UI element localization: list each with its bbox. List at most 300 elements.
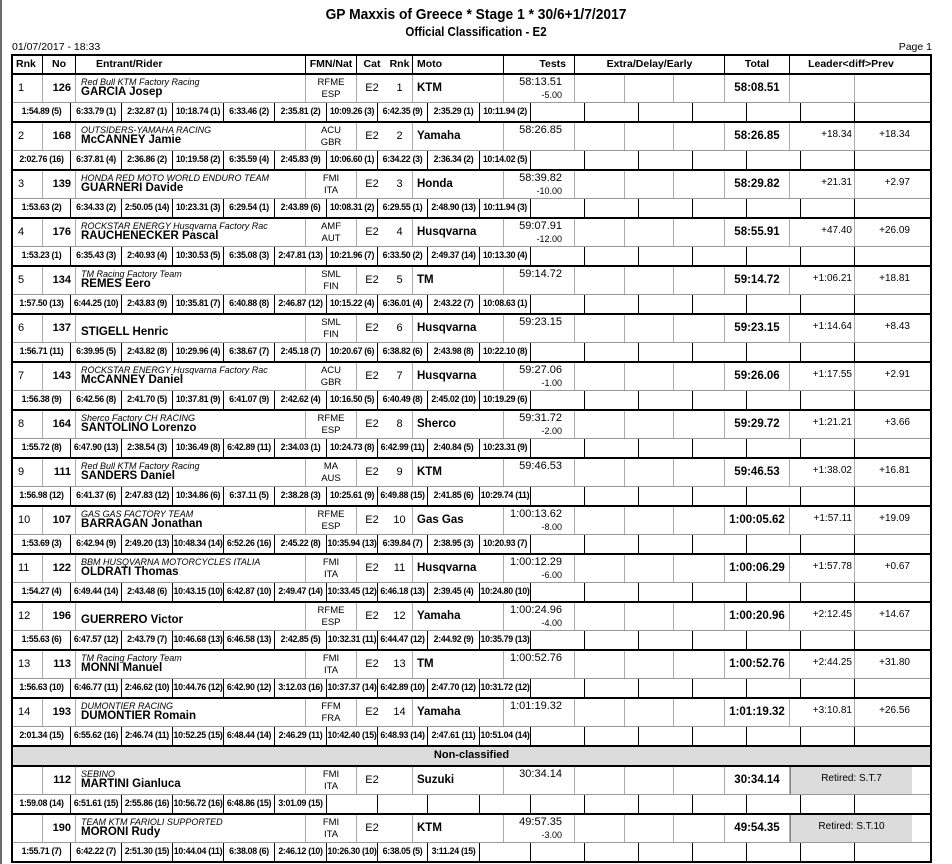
special-test-times bbox=[13, 391, 930, 409]
col-fmn-nat: FMN/Nat bbox=[306, 56, 357, 73]
extra-cell bbox=[575, 75, 625, 102]
table-row bbox=[13, 699, 930, 747]
classification-table bbox=[11, 54, 932, 863]
tests-adjustment: -2.00 bbox=[541, 426, 562, 436]
table-row bbox=[13, 507, 930, 555]
split-time: 2:43.83 (9) bbox=[122, 295, 173, 313]
tests-cell bbox=[504, 459, 575, 486]
total-time: 59:46.53 bbox=[725, 459, 790, 486]
table-row bbox=[13, 459, 930, 507]
motorcycle: Suzuki bbox=[413, 767, 504, 794]
delay-cell bbox=[625, 411, 674, 438]
split-time: 6:38.08 (6) bbox=[224, 843, 275, 861]
motorcycle: Gas Gas bbox=[413, 507, 504, 534]
split-time bbox=[531, 439, 585, 457]
federation: FMI bbox=[322, 557, 340, 568]
nationality: ITA bbox=[323, 829, 339, 840]
split-time bbox=[428, 795, 480, 813]
split-time bbox=[531, 795, 585, 813]
team-name: GAS GAS FACTORY TEAM bbox=[81, 509, 194, 519]
motorcycle: Yamaha bbox=[413, 699, 504, 726]
special-test-times bbox=[13, 247, 930, 265]
split-time: 6:46.58 (13) bbox=[224, 631, 275, 649]
gap-previous: +31.80 bbox=[879, 657, 910, 668]
gap-previous: +2.97 bbox=[884, 177, 910, 188]
table-row bbox=[13, 171, 930, 219]
split-time bbox=[693, 535, 747, 553]
table-row bbox=[13, 75, 930, 123]
split-time bbox=[327, 795, 378, 813]
rank bbox=[13, 767, 43, 794]
split-time: 10:44.04 (11) bbox=[173, 843, 224, 861]
split-time bbox=[747, 439, 801, 457]
bib-number: 134 bbox=[43, 267, 76, 294]
table-row bbox=[13, 651, 930, 699]
split-time: 6:49.44 (14) bbox=[71, 583, 122, 601]
split-time: 2:43.82 (8) bbox=[122, 343, 173, 361]
split-time bbox=[801, 295, 855, 313]
split-time bbox=[693, 439, 747, 457]
split-time: 6:35.08 (3) bbox=[224, 247, 275, 265]
split-time: 3:01.09 (15) bbox=[275, 795, 327, 813]
rank: 1 bbox=[13, 75, 43, 102]
split-time bbox=[639, 343, 693, 361]
special-test-times bbox=[13, 679, 930, 697]
bib-number: 111 bbox=[43, 459, 76, 486]
tests-time: 58:13.51 bbox=[519, 76, 562, 88]
split-time: 6:39.84 (7) bbox=[378, 535, 428, 553]
split-time bbox=[855, 295, 908, 313]
split-time: 6:37.81 (4) bbox=[71, 151, 122, 169]
split-time bbox=[801, 583, 855, 601]
gap-previous: +18.81 bbox=[879, 273, 910, 284]
split-time: 10:56.72 (16) bbox=[173, 795, 224, 813]
split-time bbox=[585, 391, 639, 409]
category: E2 bbox=[365, 706, 379, 718]
split-time bbox=[480, 843, 531, 861]
split-time: 6:47.90 (13) bbox=[71, 439, 122, 457]
split-time: 3:12.03 (16) bbox=[275, 679, 327, 697]
split-time: 10:34.86 (6) bbox=[173, 487, 224, 505]
bib-number: 137 bbox=[43, 315, 76, 342]
split-time bbox=[480, 795, 531, 813]
total-time: 59:23.15 bbox=[725, 315, 790, 342]
category: E2 bbox=[365, 418, 379, 430]
split-time bbox=[639, 295, 693, 313]
split-time: 6:33.79 (1) bbox=[71, 103, 122, 121]
extra-cell bbox=[575, 123, 625, 150]
split-time: 1:53.63 (2) bbox=[13, 199, 71, 217]
fmn-nat-cell bbox=[306, 171, 357, 198]
tests-cell bbox=[504, 815, 575, 842]
federation: RFME bbox=[317, 413, 345, 424]
tests-time: 59:07.91 bbox=[519, 220, 562, 232]
table-header bbox=[13, 56, 930, 75]
fmn-nat-cell bbox=[306, 219, 357, 246]
split-time bbox=[855, 439, 908, 457]
split-time: 1:54.27 (4) bbox=[13, 583, 71, 601]
rider-main-line bbox=[13, 171, 930, 199]
tests-cell bbox=[504, 267, 575, 294]
split-time bbox=[585, 487, 639, 505]
motorcycle: Husqvarna bbox=[413, 363, 504, 390]
rider-main-line bbox=[13, 315, 930, 343]
extra-cell bbox=[575, 315, 625, 342]
federation: FMI bbox=[322, 769, 340, 780]
rider-name: SANDERS Daniel bbox=[81, 470, 175, 482]
gap-previous: +26.09 bbox=[879, 225, 910, 236]
split-time bbox=[693, 199, 747, 217]
split-time: 10:20.67 (6) bbox=[327, 343, 378, 361]
split-time bbox=[531, 727, 585, 745]
delay-cell bbox=[625, 219, 674, 246]
split-time: 10:11.94 (3) bbox=[480, 199, 531, 217]
entrant-cell bbox=[76, 459, 306, 486]
rider-name: MONNI Manuel bbox=[81, 662, 163, 674]
split-time: 2:41.85 (6) bbox=[428, 487, 480, 505]
split-time bbox=[693, 151, 747, 169]
split-time bbox=[639, 631, 693, 649]
col-cat: Cat bbox=[363, 58, 381, 70]
split-time bbox=[747, 151, 801, 169]
entrant-cell bbox=[76, 171, 306, 198]
gap-previous: +14.67 bbox=[879, 609, 910, 620]
delay-cell bbox=[625, 699, 674, 726]
split-time: 6:55.62 (16) bbox=[71, 727, 122, 745]
entrant-cell bbox=[76, 815, 306, 842]
split-time bbox=[801, 679, 855, 697]
fmn-nat-cell bbox=[306, 603, 357, 630]
rider-main-line bbox=[13, 603, 930, 631]
motorcycle: Honda bbox=[413, 171, 504, 198]
split-time bbox=[855, 679, 908, 697]
split-time bbox=[639, 151, 693, 169]
split-time bbox=[855, 391, 908, 409]
category-rank: 6 bbox=[387, 315, 413, 342]
extra-cell bbox=[575, 267, 625, 294]
delay-cell bbox=[625, 267, 674, 294]
split-time: 2:51.30 (15) bbox=[122, 843, 173, 861]
rider-main-line bbox=[13, 507, 930, 535]
split-time bbox=[801, 391, 855, 409]
split-time: 1:56.38 (9) bbox=[13, 391, 71, 409]
delay-cell bbox=[625, 75, 674, 102]
split-time bbox=[747, 103, 801, 121]
split-time: 6:47.57 (12) bbox=[71, 631, 122, 649]
split-time bbox=[639, 583, 693, 601]
tests-time: 30:34.14 bbox=[519, 768, 562, 780]
special-test-times bbox=[13, 843, 930, 861]
category: E2 bbox=[365, 226, 379, 238]
split-time bbox=[378, 795, 428, 813]
classified-rows bbox=[13, 75, 930, 747]
split-time: 6:29.54 (1) bbox=[224, 199, 275, 217]
rank: 11 bbox=[13, 555, 43, 582]
tests-cell bbox=[504, 75, 575, 102]
page-left-border bbox=[0, 0, 2, 864]
split-time bbox=[693, 343, 747, 361]
special-test-times bbox=[13, 583, 930, 601]
split-time: 10:20.93 (7) bbox=[480, 535, 531, 553]
col-tests: Tests bbox=[504, 56, 575, 73]
split-time: 6:38.82 (6) bbox=[378, 343, 428, 361]
split-time: 2:46.87 (12) bbox=[275, 295, 327, 313]
split-time: 2:36.86 (2) bbox=[122, 151, 173, 169]
split-time bbox=[855, 535, 908, 553]
split-time bbox=[531, 343, 585, 361]
split-time: 2:39.45 (4) bbox=[428, 583, 480, 601]
gap-leader: +1:17.55 bbox=[790, 363, 855, 390]
bib-number: 112 bbox=[43, 767, 76, 794]
split-time bbox=[585, 679, 639, 697]
rank: 5 bbox=[13, 267, 43, 294]
split-time bbox=[639, 103, 693, 121]
split-time: 10:32.31 (11) bbox=[327, 631, 378, 649]
tests-adjustment: -10.00 bbox=[536, 186, 562, 196]
category: E2 bbox=[365, 610, 379, 622]
table-row bbox=[13, 603, 930, 651]
split-time: 1:55.63 (6) bbox=[13, 631, 71, 649]
split-time: 10:14.02 (5) bbox=[480, 151, 531, 169]
split-time: 6:46.18 (13) bbox=[378, 583, 428, 601]
total-time: 30:34.14 bbox=[725, 767, 790, 794]
split-time: 1:57.50 (13) bbox=[13, 295, 71, 313]
delay-cell bbox=[625, 363, 674, 390]
gap-leader bbox=[790, 75, 855, 102]
split-time: 6:34.22 (3) bbox=[378, 151, 428, 169]
early-cell bbox=[674, 75, 725, 102]
rider-name: STIGELL Henric bbox=[81, 326, 169, 338]
fmn-nat-cell bbox=[306, 507, 357, 534]
early-cell bbox=[674, 267, 725, 294]
rider-name: GUARNERI Davide bbox=[81, 182, 184, 194]
delay-cell bbox=[625, 815, 674, 842]
tests-adjustment: -1.00 bbox=[541, 378, 562, 388]
split-time: 6:40.49 (8) bbox=[378, 391, 428, 409]
split-time: 10:37.37 (14) bbox=[327, 679, 378, 697]
nationality: ITA bbox=[323, 665, 339, 676]
tests-time: 1:00:12.29 bbox=[510, 556, 562, 568]
special-test-times bbox=[13, 631, 930, 649]
tests-cell bbox=[504, 171, 575, 198]
rider-name: BARRAGAN Jonathan bbox=[81, 518, 203, 530]
col-cat-rnk: Rnk bbox=[387, 56, 413, 73]
rank: 4 bbox=[13, 219, 43, 246]
category: E2 bbox=[365, 774, 379, 786]
delay-cell bbox=[625, 651, 674, 678]
extra-cell bbox=[575, 411, 625, 438]
report-subtitle: Official Classification - E2 bbox=[405, 25, 547, 39]
nationality: FRA bbox=[321, 713, 341, 724]
split-time: 1:53.69 (3) bbox=[13, 535, 71, 553]
tests-time: 1:00:52.76 bbox=[510, 652, 562, 664]
split-time bbox=[801, 247, 855, 265]
split-time bbox=[747, 583, 801, 601]
fmn-nat-cell bbox=[306, 555, 357, 582]
gap-leader: +1:14.64 bbox=[790, 315, 855, 342]
bib-number: 193 bbox=[43, 699, 76, 726]
category-rank: 5 bbox=[387, 267, 413, 294]
fmn-nat-cell bbox=[306, 123, 357, 150]
delay-cell bbox=[625, 555, 674, 582]
extra-cell bbox=[575, 815, 625, 842]
tests-cell bbox=[504, 603, 575, 630]
split-time bbox=[801, 727, 855, 745]
split-time: 6:48.93 (14) bbox=[378, 727, 428, 745]
special-test-times bbox=[13, 103, 930, 121]
split-time bbox=[639, 727, 693, 745]
rider-main-line bbox=[13, 219, 930, 247]
split-time bbox=[639, 679, 693, 697]
split-time: 6:44.25 (10) bbox=[71, 295, 122, 313]
rider-name: GUERRERO Victor bbox=[81, 614, 184, 626]
split-time bbox=[747, 795, 801, 813]
col-moto: Moto bbox=[413, 56, 504, 73]
tests-cell bbox=[504, 219, 575, 246]
split-time bbox=[531, 247, 585, 265]
split-time: 2:46.74 (11) bbox=[122, 727, 173, 745]
gap-leader: +21.31 bbox=[790, 171, 855, 198]
col-leader-prev: Leader<diff>Prev bbox=[808, 58, 894, 70]
federation: ACU bbox=[320, 125, 342, 136]
early-cell bbox=[674, 123, 725, 150]
split-time: 2:32.87 (1) bbox=[122, 103, 173, 121]
split-time bbox=[585, 247, 639, 265]
motorcycle: Yamaha bbox=[413, 603, 504, 630]
category: E2 bbox=[365, 514, 379, 526]
split-time: 2:42.62 (4) bbox=[275, 391, 327, 409]
split-time: 2:38.54 (3) bbox=[122, 439, 173, 457]
federation: RFME bbox=[317, 509, 345, 520]
early-cell bbox=[674, 651, 725, 678]
special-test-times bbox=[13, 295, 930, 313]
category: E2 bbox=[365, 274, 379, 286]
delay-cell bbox=[625, 459, 674, 486]
entrant-cell bbox=[76, 507, 306, 534]
delay-cell bbox=[625, 315, 674, 342]
fmn-nat-cell bbox=[306, 315, 357, 342]
split-time: 6:38.67 (7) bbox=[224, 343, 275, 361]
split-time bbox=[585, 535, 639, 553]
split-time bbox=[747, 843, 801, 861]
status-badge: Retired: S.T.7 bbox=[790, 767, 912, 794]
split-time: 1:56.63 (10) bbox=[13, 679, 71, 697]
rider-main-line bbox=[13, 267, 930, 295]
category: E2 bbox=[365, 562, 379, 574]
split-time bbox=[585, 151, 639, 169]
rider-name: McCANNEY Daniel bbox=[81, 374, 184, 386]
split-time bbox=[585, 439, 639, 457]
total-time: 58:29.82 bbox=[725, 171, 790, 198]
tests-cell bbox=[504, 699, 575, 726]
total-time: 59:26.06 bbox=[725, 363, 790, 390]
rider-main-line bbox=[13, 459, 930, 487]
split-time: 10:52.25 (15) bbox=[173, 727, 224, 745]
split-time bbox=[531, 583, 585, 601]
split-time: 10:15.22 (4) bbox=[327, 295, 378, 313]
split-time bbox=[747, 199, 801, 217]
tests-adjustment: -5.00 bbox=[541, 90, 562, 100]
rank: 14 bbox=[13, 699, 43, 726]
gap-previous: +26.56 bbox=[879, 705, 910, 716]
rider-main-line bbox=[13, 75, 930, 103]
category-rank: 13 bbox=[387, 651, 413, 678]
split-time bbox=[693, 795, 747, 813]
rider-main-line bbox=[13, 651, 930, 679]
table-row bbox=[13, 767, 930, 815]
team-name: TM Racing Factory Team bbox=[81, 653, 182, 663]
tests-cell bbox=[504, 363, 575, 390]
split-time: 10:30.53 (5) bbox=[173, 247, 224, 265]
motorcycle: Husqvarna bbox=[413, 555, 504, 582]
entrant-cell bbox=[76, 411, 306, 438]
entrant-cell bbox=[76, 767, 306, 794]
split-time bbox=[801, 199, 855, 217]
report-datetime: 01/07/2017 - 18:33 bbox=[12, 41, 101, 53]
split-time: 10:08.63 (1) bbox=[480, 295, 531, 313]
split-time bbox=[693, 391, 747, 409]
delay-cell bbox=[625, 171, 674, 198]
fmn-nat-cell bbox=[306, 267, 357, 294]
nationality: ITA bbox=[323, 781, 339, 792]
split-time bbox=[531, 679, 585, 697]
motorcycle: Sherco bbox=[413, 411, 504, 438]
federation: FMI bbox=[322, 817, 340, 828]
split-time: 10:11.94 (2) bbox=[480, 103, 531, 121]
gap-previous: +3.66 bbox=[884, 417, 910, 428]
category-rank bbox=[387, 767, 413, 794]
split-time: 2:43.22 (7) bbox=[428, 295, 480, 313]
split-time: 2:47.83 (12) bbox=[122, 487, 173, 505]
split-time: 2:49.47 (14) bbox=[275, 583, 327, 601]
rider-name: GARCIA Josep bbox=[81, 86, 163, 98]
split-time: 6:35.43 (3) bbox=[71, 247, 122, 265]
split-time bbox=[855, 199, 908, 217]
split-time: 2:43.98 (8) bbox=[428, 343, 480, 361]
tests-adjustment: -12.00 bbox=[536, 234, 562, 244]
split-time bbox=[693, 727, 747, 745]
rider-name: RAUCHENECKER Pascal bbox=[81, 230, 219, 242]
split-time bbox=[855, 727, 908, 745]
rider-name: DUMONTIER Romain bbox=[81, 710, 196, 722]
rider-main-line bbox=[13, 555, 930, 583]
split-time: 1:55.71 (7) bbox=[13, 843, 71, 861]
split-time bbox=[855, 103, 908, 121]
entrant-cell bbox=[76, 75, 306, 102]
team-name: Red Bull KTM Factory Racing bbox=[81, 77, 200, 87]
rank: 8 bbox=[13, 411, 43, 438]
split-time: 2:49.20 (13) bbox=[122, 535, 173, 553]
tests-time: 59:46.53 bbox=[519, 460, 562, 472]
split-time: 10:26.30 (10) bbox=[327, 843, 378, 861]
table-row bbox=[13, 363, 930, 411]
tests-cell bbox=[504, 411, 575, 438]
gap-previous: +19.09 bbox=[879, 513, 910, 524]
entrant-cell bbox=[76, 219, 306, 246]
table-row bbox=[13, 123, 930, 171]
table-row bbox=[13, 219, 930, 267]
split-time bbox=[855, 343, 908, 361]
gap-leader: +1:06.21 bbox=[790, 267, 855, 294]
split-time: 1:54.89 (5) bbox=[13, 103, 71, 121]
special-test-times bbox=[13, 343, 930, 361]
split-time bbox=[639, 391, 693, 409]
gap-leader: +18.34 bbox=[790, 123, 855, 150]
rank: 6 bbox=[13, 315, 43, 342]
split-time: 2:46.62 (10) bbox=[122, 679, 173, 697]
entrant-cell bbox=[76, 699, 306, 726]
split-time: 6:34.33 (2) bbox=[71, 199, 122, 217]
